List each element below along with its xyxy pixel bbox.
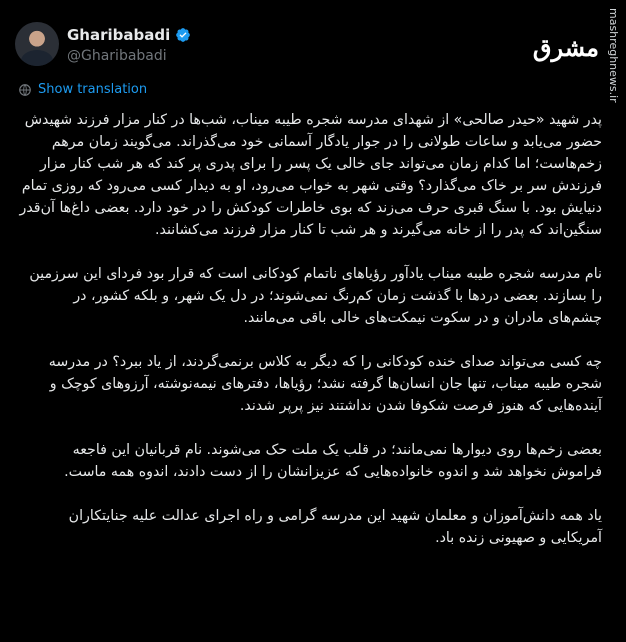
- show-translation-label[interactable]: Show translation: [38, 82, 148, 97]
- watermark-url: mashreghnews.ir: [607, 8, 620, 103]
- tweet-paragraph: پدر شهید «حیدر صالحی» از شهدای مدرسه شجره طیبه میناب، شب‌ها در کنار مزار فرزند شهیدش حضور می‌یابد و ساعات طولانی را در جوار یادگار آسمانی خود می‌گذراند. می‌گویند زمان مرهم زخم‌هاست؛ اما کدام زمان می‌تواند جای خالی یک پسر را برای پدری پر کند که هر شب کنار مزار فرزندش سر بر خاک می‌گذارد؟ وقتی شهر به خواب می‌رود، او به دیدار کسی می‌رود که روزی تمام دنیایش بود. با سنگ قبری حرف می‌زند که بوی خاطرات کودکش را در خود دارد. بعضی داغ‌ها آن‌قدر سنگین‌اند که پدر را از خانه می‌گیرند و هر شب تا کنار مزار فرزند می‌کشانند.: [19, 112, 602, 238]
- tweet-text: [18, 109, 602, 549]
- author-name-row: [67, 26, 191, 44]
- tweet-paragraph: یاد همه دانش‌آموزان و معلمان شهید این مدرسه گرامی و راه اجرای عدالت علیه جنایتکاران آمریکایی و صهیونی زنده باد.: [68, 508, 602, 546]
- author-handle[interactable]: @Gharibabadi: [67, 48, 167, 64]
- tweet-paragraph: چه کسی می‌تواند صدای خنده کودکانی را که دیگر به کلاس برنمی‌گردند، از یاد ببرد؟ در مدرسه شجره طیبه میناب، تنها جان انسان‌ها گرفته نشد؛ رؤیاها، دفترهای نیمه‌نوشته، آرزوهای کوچک و آینده‌هایی که هنوز فرصت شکوفا شدن نداشتند نیز پرپر شدند.: [48, 354, 602, 414]
- mashregh-logo: مشرق: [532, 33, 599, 62]
- author-name[interactable]: Gharibabadi: [67, 26, 171, 44]
- tweet-header: [15, 22, 626, 72]
- globe-icon: [18, 83, 32, 97]
- verified-badge-icon: [175, 27, 191, 43]
- avatar[interactable]: [15, 22, 59, 66]
- show-translation-link[interactable]: [18, 82, 147, 97]
- tweet-paragraph: نام مدرسه شجره طیبه میناب یادآور رؤیاهای ناتمام کودکانی است که قرار بود فردای این سرزمین را بسازند. بعضی دردها با گذشت زمان کم‌رنگ نمی‌شوند؛ در دل یک شهر، و بلکه کشور، در چشم‌های مادران و در سکوت نیمکت‌های خالی باقی می‌مانند.: [29, 266, 602, 326]
- tweet-paragraph: بعضی زخم‌ها روی دیوارها نمی‌مانند؛ در قلب یک ملت حک می‌شوند. نام قربانیان این فاجعه فراموش نخواهد شد و اندوه خانواده‌هایی که عزیزانشان را از دست دادند، اندوه همه ماست.: [64, 442, 602, 480]
